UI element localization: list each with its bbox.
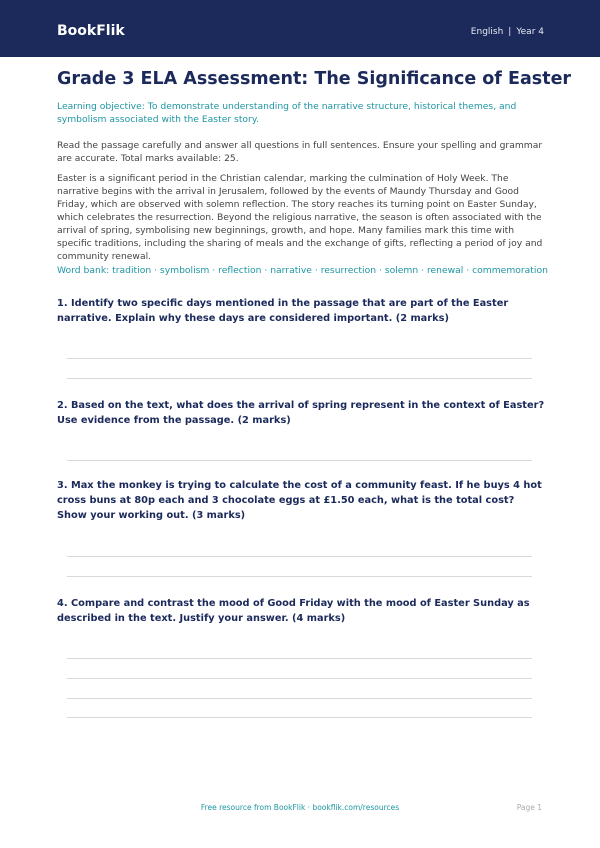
learning-objective: Learning objective: To demonstrate understanding of the narrative structure, historical themes, and symbolism associated with the Easter story.	[57, 101, 517, 125]
subject-label: English	[470, 27, 504, 37]
answer-line	[67, 556, 532, 557]
question-4: 4. Compare and contrast the mood of Good Friday with the mood of Easter Sunday as described in the text. Justify your answer. (4 marks)	[57, 598, 530, 624]
footer-resource-link[interactable]: Free resource from BookFlik · bookflik.com/resources	[200, 803, 400, 812]
word-bank: Word bank: tradition · symbolism · reflection · narrative · resurrection · solemn · renewal · commemoration	[57, 265, 548, 276]
brand-logo: BookFlik	[57, 23, 125, 39]
year-label: Year 4	[516, 27, 544, 37]
header-separator: |	[508, 27, 512, 37]
page-number: Page 1	[516, 803, 542, 812]
answer-line	[67, 658, 532, 659]
answer-line	[67, 460, 532, 461]
answer-line	[67, 698, 532, 699]
reading-passage: Easter is a significant period in the Christian calendar, marking the culmination of Holy Week. The narrative begins with the arrival in Jerusalem, followed by the events of Maundy Thursday and Good Friday, which are observed with solemn reflection. The story reaches its turning point on Easter Sunday, which celebrates the resurrection. Beyond the religious narrative, the season is often associated with the arrival of spring, symbolising new beginnings, growth, and hope. Many families mark this time with specific traditions, including the sharing of meals and the exchange of gifts, reflecting a period of joy and community renewal.	[57, 173, 543, 262]
answer-line	[67, 378, 532, 379]
header-meta	[471, 27, 544, 37]
answer-line	[67, 678, 532, 679]
page-header	[0, 0, 600, 57]
answer-line	[67, 717, 532, 718]
question-2: 2. Based on the text, what does the arrival of spring represent in the context of Easter? Use evidence from the passage. (2 marks)	[57, 400, 545, 426]
question-3: 3. Max the monkey is trying to calculate the cost of a community feast. If he buys 4 hot cross buns at 80p each and 3 chocolate eggs at £1.50 each, what is the total cost? Show your working out. (3 marks)	[57, 480, 542, 521]
answer-line	[67, 358, 532, 359]
page-title: Grade 3 ELA Assessment: The Significance of Easter	[57, 69, 572, 89]
answer-line	[67, 576, 532, 577]
question-1: 1. Identify two specific days mentioned in the passage that are part of the Easter narrative. Explain why these days are considered important. (2 marks)	[57, 298, 509, 324]
instructions: Read the passage carefully and answer all questions in full sentences. Ensure your spelling and grammar are accurate. Total marks available: 25.	[57, 140, 543, 164]
